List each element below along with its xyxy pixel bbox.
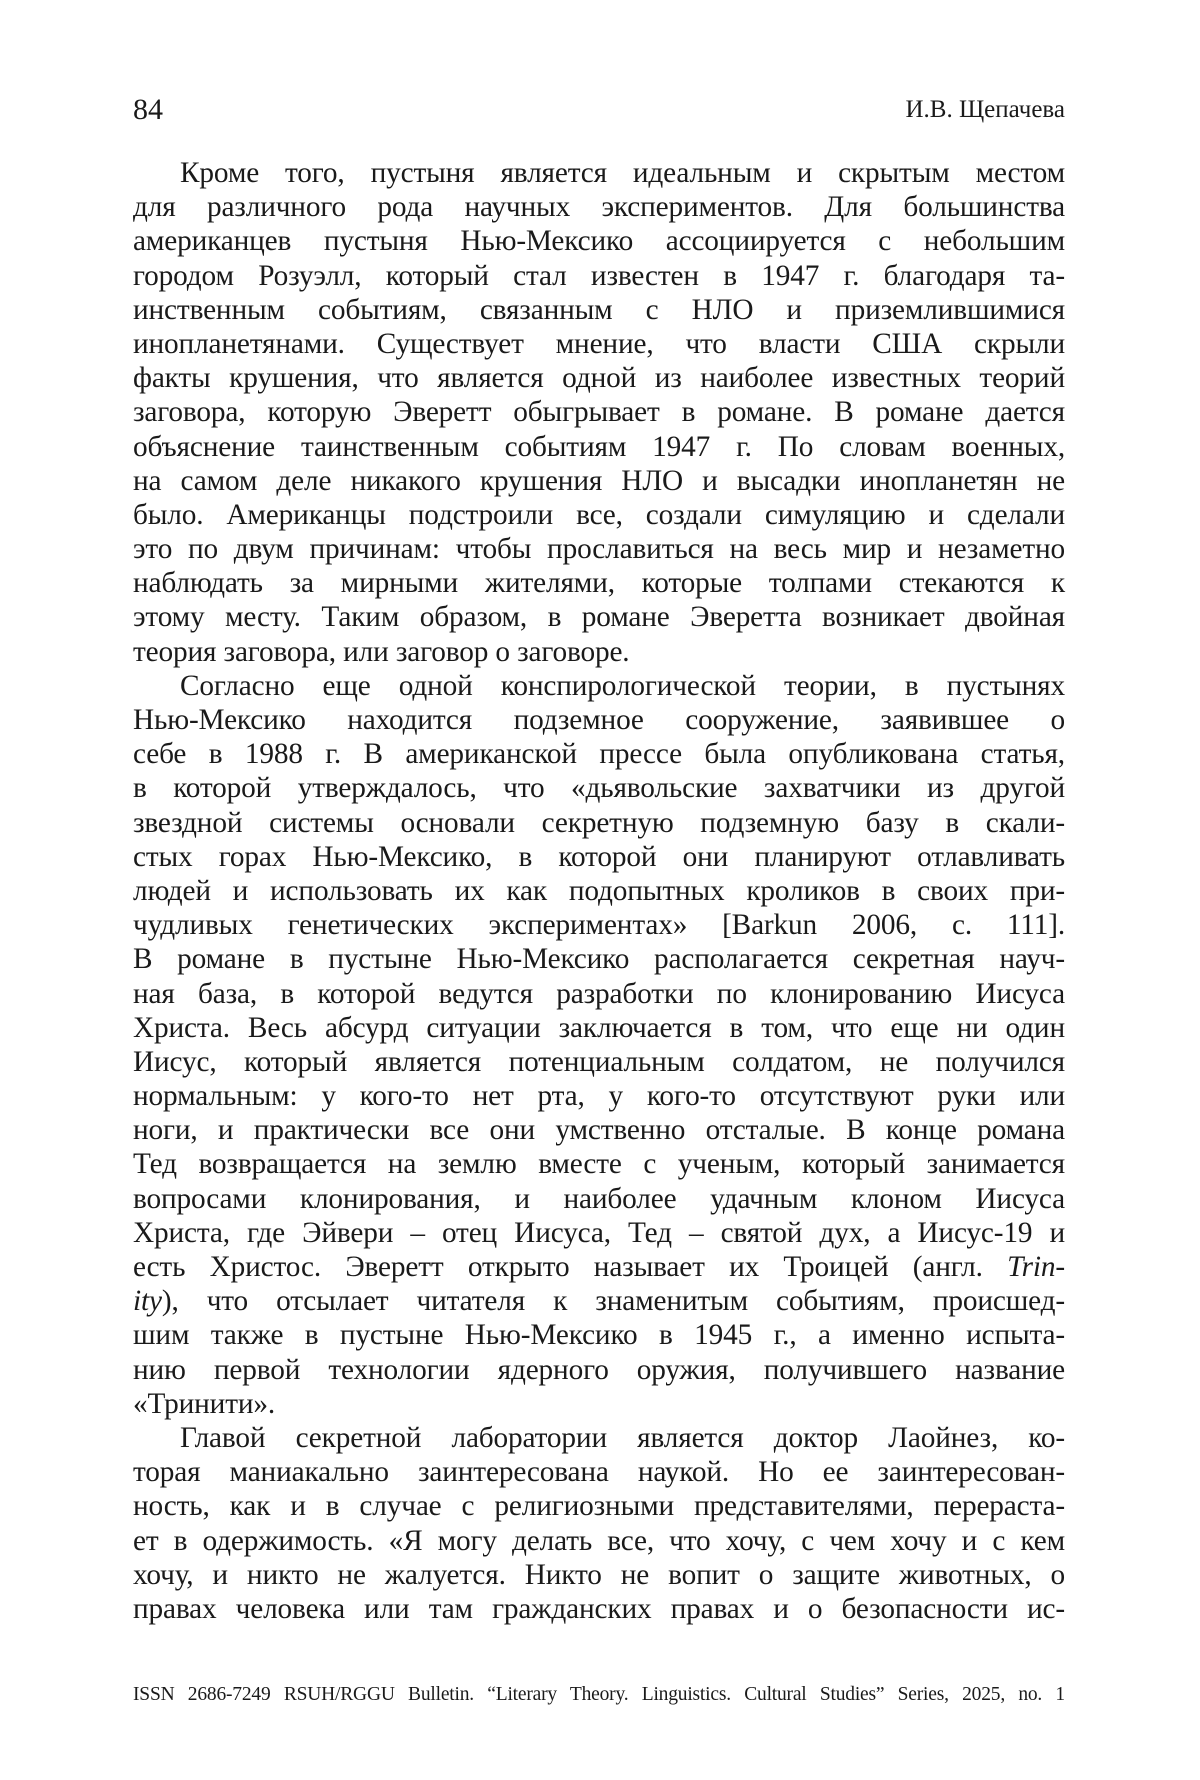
text-line: ет в одержимость. «Я могу делать все, что хочу, с чем хочу и с кем <box>133 1524 1065 1558</box>
text-line: американцев пустыня Нью-Мексико ассоциируется с небольшим <box>133 224 1065 258</box>
journal-footer: ISSN 2686-7249 RSUH/RGGU Bulletin. “Literary Theory. Linguistics. Cultural Studies” Series, 2025, no. 1 <box>133 1682 1065 1708</box>
text-line: Христа, где Эйвери – отец Иисуса, Тед – святой дух, а Иисус-19 и <box>133 1216 1065 1250</box>
text-line: это по двум причинам: чтобы прославиться на весь мир и незаметно <box>133 532 1065 566</box>
text-line: шим также в пустыне Нью-Мексико в 1945 г., а именно испыта- <box>133 1318 1065 1352</box>
text-line: ная база, в которой ведутся разработки по клонированию Иисуса <box>133 977 1065 1011</box>
page-number: 84 <box>133 92 163 128</box>
text-line: теория заговора, или заговор о заговоре. <box>133 635 1065 669</box>
italic-term: ity <box>133 1285 162 1317</box>
text-line: ность, как и в случае с религиозными представителями, перераста- <box>133 1489 1065 1523</box>
text-line: Кроме того, пустыня является идеальным и скрытым местом <box>133 156 1065 190</box>
text-line: этому месту. Таким образом, в романе Эверетта возникает двойная <box>133 600 1065 634</box>
text-line: наблюдать за мирными жителями, которые толпами стекаются к <box>133 566 1065 600</box>
italic-term: Trin- <box>1007 1251 1065 1283</box>
paragraph-2 <box>133 669 1065 1421</box>
text-line-with-italic <box>133 1284 1065 1318</box>
text-line: Христа. Весь абсурд ситуации заключается в том, что еще ни один <box>133 1011 1065 1045</box>
text-line: вопросами клонирования, и наиболее удачным клоном Иисуса <box>133 1182 1065 1216</box>
running-head-author: И.В. Щепачева <box>905 92 1065 128</box>
text-line: на самом деле никакого крушения НЛО и высадки инопланетян не <box>133 464 1065 498</box>
text-line: себе в 1988 г. В американской прессе была опубликована статья, <box>133 737 1065 771</box>
paragraph-1 <box>133 156 1065 669</box>
text-line: Главой секретной лаборатории является доктор Лаойнез, ко- <box>133 1421 1065 1455</box>
text-line: ноги, и практически все они умственно отсталые. В конце романа <box>133 1113 1065 1147</box>
text-line: заговора, которую Эверетт обыгрывает в романе. В романе дается <box>133 395 1065 429</box>
text-line: В романе в пустыне Нью-Мексико располагается секретная науч- <box>133 942 1065 976</box>
text-line: инопланетянами. Существует мнение, что власти США скрыли <box>133 327 1065 361</box>
text-line: правах человека или там гражданских правах и о безопасности ис- <box>133 1592 1065 1626</box>
article-body <box>133 156 1065 1626</box>
text-line: нию первой технологии ядерного оружия, получившего название <box>133 1353 1065 1387</box>
text-line: Нью-Мексико находится подземное сооружение, заявившее о <box>133 703 1065 737</box>
text-line: инственным событиям, связанным с НЛО и приземлившимися <box>133 293 1065 327</box>
text-line: объяснение таинственным событиям 1947 г. По словам военных, <box>133 430 1065 464</box>
text-line: городом Розуэлл, который стал известен в 1947 г. благодаря та- <box>133 259 1065 293</box>
text-line: нормальным: у кого-то нет рта, у кого-то отсутствуют руки или <box>133 1079 1065 1113</box>
text-line: «Тринити». <box>133 1387 1065 1421</box>
running-header <box>133 92 1065 128</box>
text-line: звездной системы основали секретную подземную базу в скали- <box>133 806 1065 840</box>
text-line: Тед возвращается на землю вместе с ученым, который занимается <box>133 1147 1065 1181</box>
text-line: Согласно еще одной конспирологической теории, в пустынях <box>133 669 1065 703</box>
text-line: в которой утверждалось, что «дьявольские захватчики из другой <box>133 771 1065 805</box>
text-line: было. Американцы подстроили все, создали симуляцию и сделали <box>133 498 1065 532</box>
text-line: Иисус, который является потенциальным солдатом, не получился <box>133 1045 1065 1079</box>
text-line-with-italic <box>133 1250 1065 1284</box>
text-line: хочу, и никто не жалуется. Никто не вопит о защите животных, о <box>133 1558 1065 1592</box>
text-line: торая маниакально заинтересована наукой. Но ее заинтересован- <box>133 1455 1065 1489</box>
text-segment: ), что отсылает читателя к знаменитым событиям, происшед- <box>162 1285 1065 1317</box>
text-line: стых горах Нью-Мексико, в которой они планируют отлавливать <box>133 840 1065 874</box>
text-line: людей и использовать их как подопытных кроликов в своих при- <box>133 874 1065 908</box>
text-line: чудливых генетических экспериментах» [Barkun 2006, с. 111]. <box>133 908 1065 942</box>
text-line: для различного рода научных экспериментов. Для большинства <box>133 190 1065 224</box>
text-line: факты крушения, что является одной из наиболее известных теорий <box>133 361 1065 395</box>
text-segment: есть Христос. Эверетт открыто называет их Троицей (англ. <box>133 1251 983 1283</box>
paragraph-3 <box>133 1421 1065 1626</box>
document-page <box>133 0 1065 1780</box>
